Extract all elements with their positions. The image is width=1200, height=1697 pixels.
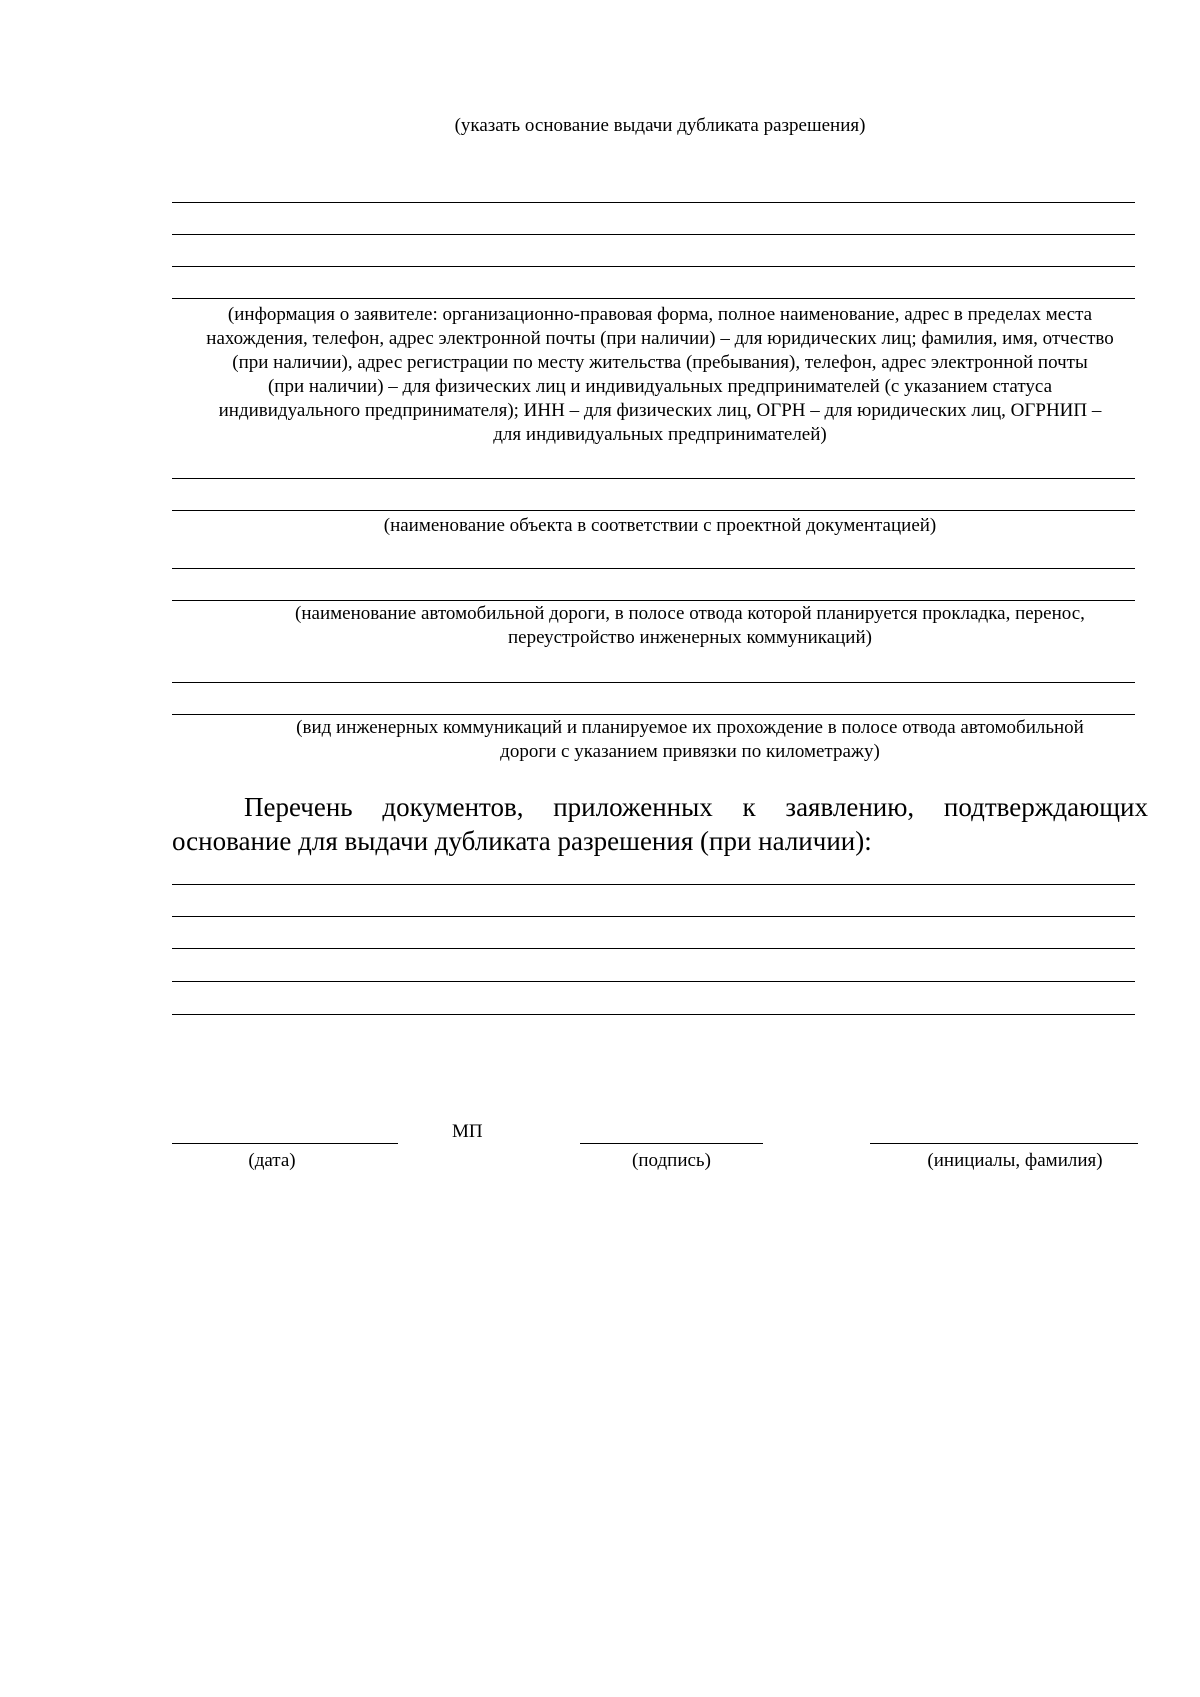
name-fill-line[interactable] <box>870 1143 1138 1144</box>
road-fill-line-1[interactable] <box>172 568 1135 569</box>
signature-fill-line[interactable] <box>580 1143 763 1144</box>
documents-fill-line-2[interactable] <box>172 916 1135 917</box>
date-fill-line[interactable] <box>172 1143 398 1144</box>
documents-fill-line-3[interactable] <box>172 948 1135 949</box>
stamp-placeholder: МП <box>452 1121 483 1142</box>
object-fill-line-1[interactable] <box>172 478 1135 479</box>
object-fill-line-2[interactable] <box>172 510 1135 511</box>
applicant-fill-line-3[interactable] <box>172 266 1135 267</box>
applicant-fill-line-2[interactable] <box>172 234 1135 235</box>
documents-list-heading: Перечень документов, приложенных к заявлению, подтверждающих основание для выдачи дубликата разрешения (при наличии): <box>172 792 1148 856</box>
caption-road-name: (наименование автомобильной дороги, в полосе отвода которой планируется прокладка, перенос, переустройство инженерных коммуникаций) <box>295 603 1085 648</box>
applicant-fill-line-1[interactable] <box>172 202 1135 203</box>
caption-applicant-info: (информация о заявителе: организационно-правовая форма, полное наименование, адрес в пределах места нахождения, телефон, адрес электронной почты (при наличии) – для юридических лиц; фамилия, имя, отчество (при наличии), адрес регистрации по месту жительства (пребывания), телефон, адрес электронной почты (при наличии) – для физических лиц и индивидуальных предпринимателей (с указанием статуса индивидуального предпринимателя); ИНН – для физических лиц, ОГРН – для юридических лиц, ОГРНИП – для индивидуальных предпринимателей) <box>206 304 1114 445</box>
caption-utilities: (вид инженерных коммуникаций и планируемое их прохождение в полосе отвода автомобильной дороги с указанием привязки по километражу) <box>296 717 1084 762</box>
documents-fill-line-5[interactable] <box>172 1014 1135 1015</box>
documents-fill-line-4[interactable] <box>172 981 1135 982</box>
name-label: (инициалы, фамилия) <box>927 1150 1103 1171</box>
utilities-fill-line-2[interactable] <box>172 714 1135 715</box>
utilities-fill-line-1[interactable] <box>172 682 1135 683</box>
caption-duplicate-basis: (указать основание выдачи дубликата разрешения) <box>454 115 866 136</box>
date-label: (дата) <box>248 1150 296 1171</box>
applicant-fill-line-4[interactable] <box>172 298 1135 299</box>
caption-object-name: (наименование объекта в соответствии с проектной документацией) <box>383 515 937 536</box>
road-fill-line-2[interactable] <box>172 600 1135 601</box>
documents-fill-line-1[interactable] <box>172 884 1135 885</box>
signature-label: (подпись) <box>632 1150 711 1171</box>
